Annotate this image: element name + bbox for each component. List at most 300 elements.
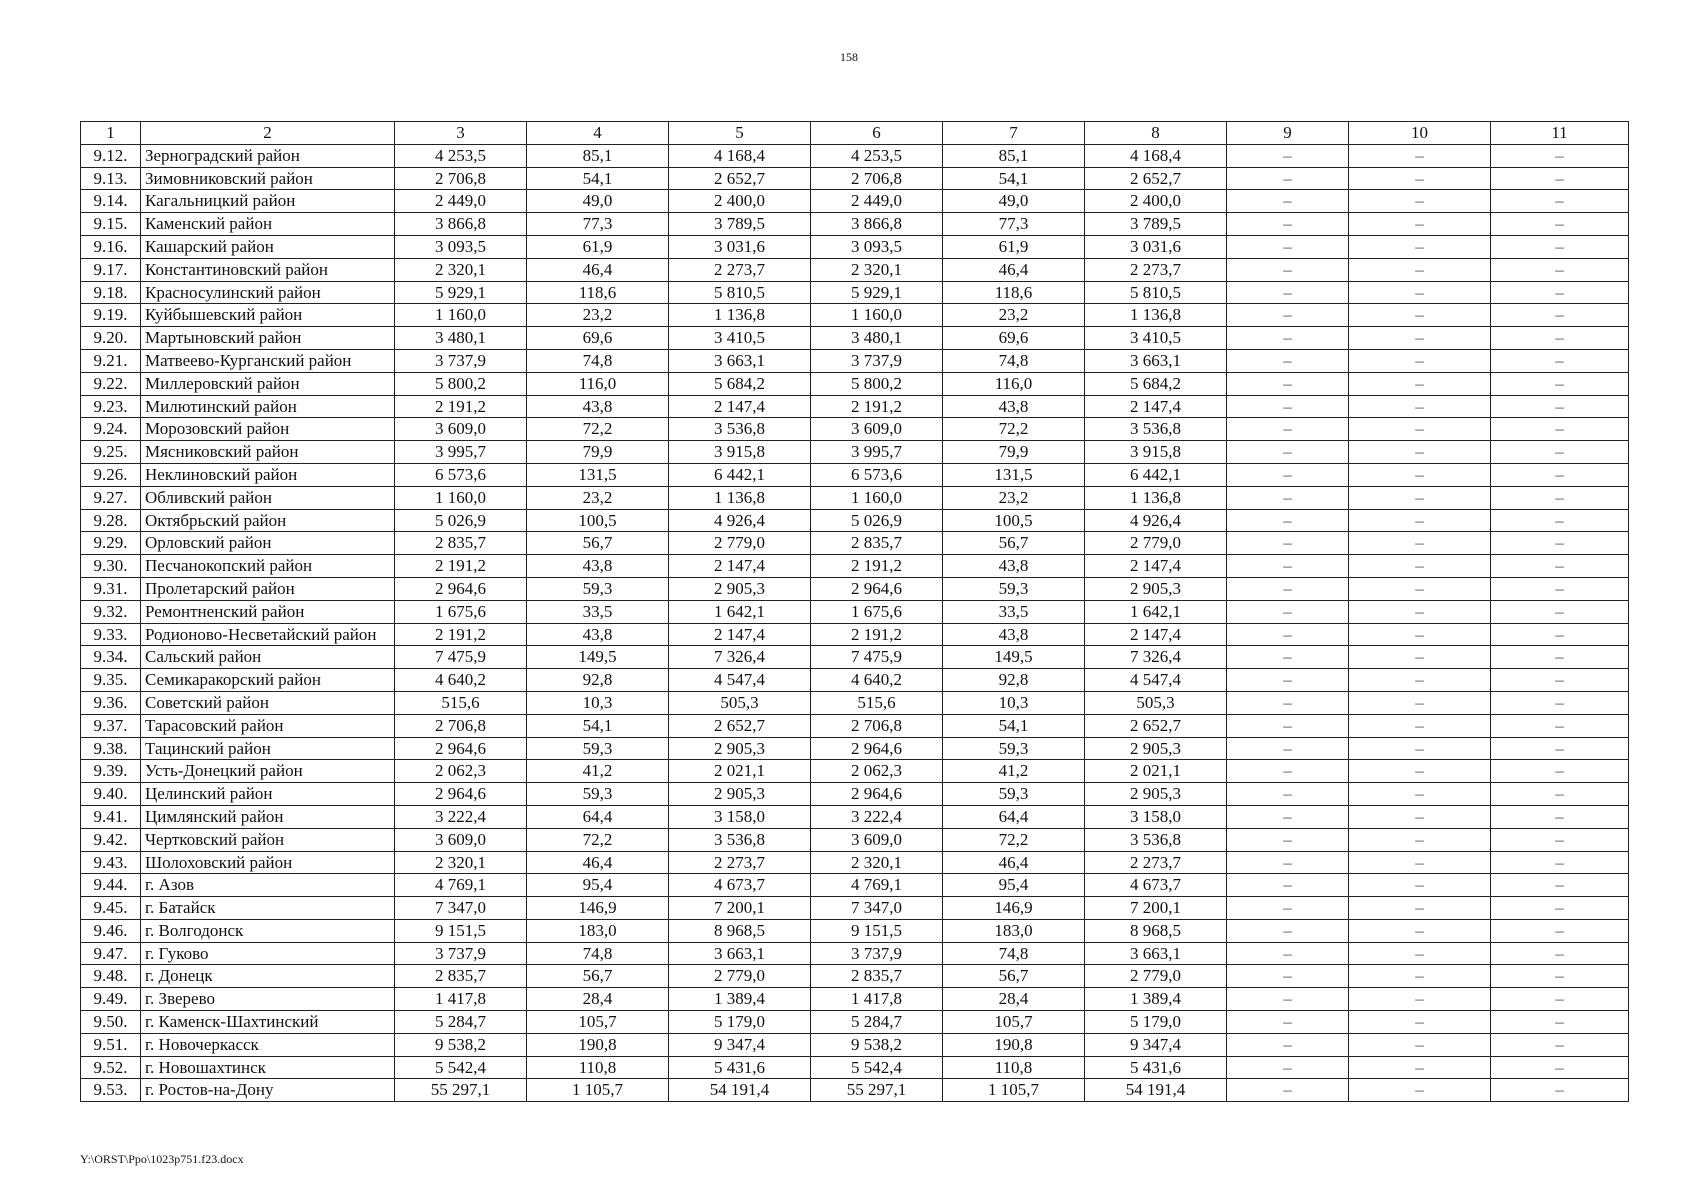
table-cell: 1 136,8 [1085,304,1227,327]
table-cell: 43,8 [527,555,669,578]
table-row [81,327,1629,350]
table-cell: 3 222,4 [811,805,943,828]
table-cell: 2 905,3 [1085,737,1227,760]
table-cell: 1 642,1 [669,600,811,623]
row-number-cell: 9.14. [81,190,141,213]
table-cell: 74,8 [527,942,669,965]
district-name-cell: Орловский район [141,532,395,555]
table-cell: 4 640,2 [811,669,943,692]
row-number-cell: 9.49. [81,988,141,1011]
table-cell: 105,7 [943,1011,1085,1034]
dash-cell: – [1349,988,1491,1011]
table-cell: 2 147,4 [1085,395,1227,418]
table-cell: 2 964,6 [395,783,527,806]
table-cell: 74,8 [527,349,669,372]
page-number: 158 [840,50,858,64]
table-cell: 3 737,9 [395,942,527,965]
table-cell: 2 779,0 [1085,532,1227,555]
table-cell: 5 810,5 [669,281,811,304]
district-name-cell: Кашарский район [141,235,395,258]
table-row [81,555,1629,578]
table-cell: 2 021,1 [1085,760,1227,783]
table-cell: 5 431,6 [1085,1056,1227,1079]
district-name-cell: Милютинский район [141,395,395,418]
column-header: 7 [943,122,1085,145]
column-header: 4 [527,122,669,145]
table-cell: 2 320,1 [395,258,527,281]
table-row [81,395,1629,418]
dash-cell: – [1491,1079,1629,1102]
table-cell: 1 160,0 [395,304,527,327]
dash-cell: – [1349,418,1491,441]
district-name-cell: г. Гуково [141,942,395,965]
dash-cell: – [1227,463,1349,486]
table-cell: 54,1 [943,167,1085,190]
district-name-cell: Матвеево-Курганский район [141,349,395,372]
row-number-cell: 9.48. [81,965,141,988]
dash-cell: – [1227,805,1349,828]
table-cell: 3 093,5 [811,235,943,258]
dash-cell: – [1349,281,1491,304]
table-row [81,372,1629,395]
dash-cell: – [1491,486,1629,509]
dash-cell: – [1349,737,1491,760]
table-cell: 2 835,7 [395,532,527,555]
dash-cell: – [1227,1079,1349,1102]
row-number-cell: 9.17. [81,258,141,281]
table-header-row [81,122,1629,145]
table-cell: 6 442,1 [669,463,811,486]
table-cell: 5 684,2 [1085,372,1227,395]
table-cell: 5 800,2 [395,372,527,395]
table-cell: 59,3 [527,577,669,600]
table-cell: 1 417,8 [811,988,943,1011]
dash-cell: – [1349,897,1491,920]
table-cell: 3 222,4 [395,805,527,828]
table-cell: 95,4 [527,874,669,897]
table-cell: 5 800,2 [811,372,943,395]
table-cell: 2 191,2 [395,395,527,418]
dash-cell: – [1349,919,1491,942]
table-cell: 41,2 [527,760,669,783]
table-cell: 3 737,9 [395,349,527,372]
table-row [81,737,1629,760]
table-cell: 2 779,0 [669,965,811,988]
row-number-cell: 9.41. [81,805,141,828]
table-cell: 43,8 [527,395,669,418]
dash-cell: – [1491,213,1629,236]
dash-cell: – [1349,965,1491,988]
district-name-cell: г. Донецк [141,965,395,988]
table-row [81,509,1629,532]
row-number-cell: 9.53. [81,1079,141,1102]
dash-cell: – [1349,600,1491,623]
table-cell: 4 547,4 [669,669,811,692]
table-row [81,235,1629,258]
table-cell: 72,2 [527,828,669,851]
district-name-cell: г. Новочеркасск [141,1033,395,1056]
table-cell: 3 093,5 [395,235,527,258]
table-cell: 7 475,9 [811,646,943,669]
district-name-cell: Усть-Донецкий район [141,760,395,783]
table-cell: 95,4 [943,874,1085,897]
table-cell: 2 964,6 [395,737,527,760]
dash-cell: – [1491,349,1629,372]
table-cell: 6 442,1 [1085,463,1227,486]
table-cell: 146,9 [943,897,1085,920]
table-cell: 56,7 [943,532,1085,555]
dash-cell: – [1227,555,1349,578]
table-cell: 9 538,2 [811,1033,943,1056]
district-name-cell: Целинский район [141,783,395,806]
table-cell: 131,5 [943,463,1085,486]
dash-cell: – [1227,874,1349,897]
district-name-cell: г. Новошахтинск [141,1056,395,1079]
table-cell: 2 449,0 [395,190,527,213]
table-cell: 54 191,4 [1085,1079,1227,1102]
table-cell: 4 640,2 [395,669,527,692]
table-row [81,1079,1629,1102]
dash-cell: – [1227,965,1349,988]
table-cell: 2 964,6 [811,783,943,806]
dash-cell: – [1227,1056,1349,1079]
dash-cell: – [1227,919,1349,942]
table-cell: 3 663,1 [1085,349,1227,372]
district-name-cell: Семикаракорский район [141,669,395,692]
dash-cell: – [1349,486,1491,509]
dash-cell: – [1349,1079,1491,1102]
dash-cell: – [1227,304,1349,327]
table-cell: 515,6 [395,691,527,714]
table-cell: 2 905,3 [669,737,811,760]
table-row [81,646,1629,669]
row-number-cell: 9.25. [81,441,141,464]
table-cell: 3 663,1 [1085,942,1227,965]
table-cell: 2 273,7 [1085,258,1227,281]
table-cell: 2 191,2 [811,555,943,578]
table-cell: 4 769,1 [811,874,943,897]
row-number-cell: 9.47. [81,942,141,965]
table-cell: 1 675,6 [811,600,943,623]
district-name-cell: г. Азов [141,874,395,897]
table-cell: 92,8 [943,669,1085,692]
column-header: 1 [81,122,141,145]
column-header: 6 [811,122,943,145]
dash-cell: – [1491,555,1629,578]
dash-cell: – [1349,349,1491,372]
table-cell: 1 105,7 [943,1079,1085,1102]
dash-cell: – [1491,942,1629,965]
table-row [81,988,1629,1011]
table-cell: 4 253,5 [811,144,943,167]
table-cell: 49,0 [943,190,1085,213]
table-cell: 3 609,0 [395,418,527,441]
table-cell: 2 273,7 [669,851,811,874]
dash-cell: – [1227,213,1349,236]
dash-cell: – [1227,691,1349,714]
dash-cell: – [1491,258,1629,281]
table-cell: 2 147,4 [669,395,811,418]
row-number-cell: 9.51. [81,1033,141,1056]
table-row [81,213,1629,236]
table-cell: 59,3 [527,783,669,806]
row-number-cell: 9.29. [81,532,141,555]
dash-cell: – [1227,418,1349,441]
row-number-cell: 9.34. [81,646,141,669]
row-number-cell: 9.36. [81,691,141,714]
district-name-cell: г. Батайск [141,897,395,920]
table-cell: 46,4 [943,851,1085,874]
dash-cell: – [1349,532,1491,555]
district-name-cell: г. Ростов-на-Дону [141,1079,395,1102]
dash-cell: – [1491,760,1629,783]
dash-cell: – [1349,714,1491,737]
table-cell: 59,3 [943,737,1085,760]
dash-cell: – [1491,463,1629,486]
table-cell: 77,3 [943,213,1085,236]
row-number-cell: 9.26. [81,463,141,486]
table-cell: 2 905,3 [1085,577,1227,600]
table-cell: 56,7 [527,532,669,555]
table-cell: 3 536,8 [1085,828,1227,851]
table-cell: 56,7 [527,965,669,988]
dash-cell: – [1491,190,1629,213]
table-cell: 5 026,9 [811,509,943,532]
row-number-cell: 9.38. [81,737,141,760]
table-cell: 2 652,7 [669,167,811,190]
dash-cell: – [1227,441,1349,464]
table-cell: 2 147,4 [1085,555,1227,578]
dash-cell: – [1349,395,1491,418]
district-name-cell: Шолоховский район [141,851,395,874]
table-cell: 3 737,9 [811,942,943,965]
row-number-cell: 9.12. [81,144,141,167]
table-cell: 4 926,4 [669,509,811,532]
table-cell: 3 158,0 [669,805,811,828]
row-number-cell: 9.13. [81,167,141,190]
row-number-cell: 9.20. [81,327,141,350]
table-cell: 146,9 [527,897,669,920]
table-cell: 2 147,4 [669,555,811,578]
table-cell: 1 160,0 [395,486,527,509]
table-cell: 190,8 [943,1033,1085,1056]
table-cell: 7 326,4 [1085,646,1227,669]
row-number-cell: 9.24. [81,418,141,441]
table-row [81,258,1629,281]
district-name-cell: Цимлянский район [141,805,395,828]
table-cell: 54 191,4 [669,1079,811,1102]
dash-cell: – [1349,691,1491,714]
table-row [81,874,1629,897]
row-number-cell: 9.32. [81,600,141,623]
dash-cell: – [1491,395,1629,418]
table-cell: 2 779,0 [1085,965,1227,988]
row-number-cell: 9.50. [81,1011,141,1034]
dash-cell: – [1349,669,1491,692]
dash-cell: – [1491,1056,1629,1079]
table-cell: 118,6 [943,281,1085,304]
table-cell: 7 347,0 [811,897,943,920]
table-cell: 2 400,0 [669,190,811,213]
dash-cell: – [1349,372,1491,395]
table-cell: 3 866,8 [395,213,527,236]
dash-cell: – [1349,828,1491,851]
dash-cell: – [1491,509,1629,532]
dash-cell: – [1349,441,1491,464]
dash-cell: – [1227,828,1349,851]
dash-cell: – [1491,577,1629,600]
table-row [81,1011,1629,1034]
table-cell: 10,3 [527,691,669,714]
table-cell: 3 410,5 [669,327,811,350]
table-cell: 28,4 [943,988,1085,1011]
table-cell: 64,4 [527,805,669,828]
column-header: 10 [1349,122,1491,145]
dash-cell: – [1227,646,1349,669]
dash-cell: – [1491,805,1629,828]
column-header: 11 [1491,122,1629,145]
table-cell: 85,1 [527,144,669,167]
table-cell: 4 547,4 [1085,669,1227,692]
table-cell: 33,5 [943,600,1085,623]
table-cell: 55 297,1 [395,1079,527,1102]
table-cell: 10,3 [943,691,1085,714]
table-cell: 4 926,4 [1085,509,1227,532]
table-cell: 3 663,1 [669,942,811,965]
table-cell: 33,5 [527,600,669,623]
dash-cell: – [1491,167,1629,190]
table-row [81,463,1629,486]
dash-cell: – [1349,555,1491,578]
table-cell: 1 136,8 [669,304,811,327]
table-cell: 116,0 [943,372,1085,395]
table-cell: 4 673,7 [669,874,811,897]
table-cell: 56,7 [943,965,1085,988]
table-cell: 9 151,5 [811,919,943,942]
dash-cell: – [1491,851,1629,874]
table-cell: 2 191,2 [811,395,943,418]
table-cell: 2 905,3 [669,783,811,806]
table-cell: 4 168,4 [1085,144,1227,167]
table-row [81,783,1629,806]
table-cell: 46,4 [527,258,669,281]
district-name-cell: Красносулинский район [141,281,395,304]
dash-cell: – [1227,737,1349,760]
table-cell: 2 400,0 [1085,190,1227,213]
table-cell: 3 158,0 [1085,805,1227,828]
table-cell: 79,9 [527,441,669,464]
table-cell: 3 609,0 [395,828,527,851]
table-cell: 5 542,4 [811,1056,943,1079]
table-cell: 2 706,8 [395,714,527,737]
table-cell: 5 179,0 [1085,1011,1227,1034]
table-cell: 2 191,2 [395,555,527,578]
district-name-cell: Морозовский район [141,418,395,441]
table-cell: 85,1 [943,144,1085,167]
dash-cell: – [1227,372,1349,395]
table-row [81,600,1629,623]
row-number-cell: 9.43. [81,851,141,874]
table-cell: 5 929,1 [395,281,527,304]
table-cell: 3 031,6 [1085,235,1227,258]
table-row [81,418,1629,441]
row-number-cell: 9.45. [81,897,141,920]
table-cell: 3 995,7 [395,441,527,464]
table-cell: 1 160,0 [811,486,943,509]
dash-cell: – [1349,942,1491,965]
table-cell: 4 253,5 [395,144,527,167]
dash-cell: – [1491,623,1629,646]
table-row [81,669,1629,692]
table-cell: 5 284,7 [811,1011,943,1034]
table-cell: 1 417,8 [395,988,527,1011]
table-cell: 55 297,1 [811,1079,943,1102]
dash-cell: – [1227,669,1349,692]
district-name-cell: Мартыновский район [141,327,395,350]
table-cell: 5 431,6 [669,1056,811,1079]
table-cell: 59,3 [527,737,669,760]
table-cell: 23,2 [527,486,669,509]
table-row [81,304,1629,327]
table-row [81,897,1629,920]
dash-cell: – [1227,486,1349,509]
dash-cell: – [1227,851,1349,874]
district-name-cell: Сальский район [141,646,395,669]
table-cell: 69,6 [527,327,669,350]
table-cell: 72,2 [527,418,669,441]
table-cell: 9 347,4 [669,1033,811,1056]
district-name-cell: г. Каменск-Шахтинский [141,1011,395,1034]
column-header: 3 [395,122,527,145]
table-cell: 131,5 [527,463,669,486]
dash-cell: – [1349,235,1491,258]
column-header: 8 [1085,122,1227,145]
dash-cell: – [1227,577,1349,600]
table-cell: 64,4 [943,805,1085,828]
table-row [81,760,1629,783]
table-cell: 4 168,4 [669,144,811,167]
table-cell: 2 835,7 [811,965,943,988]
dash-cell: – [1349,327,1491,350]
dash-cell: – [1349,874,1491,897]
column-header: 9 [1227,122,1349,145]
table-cell: 7 200,1 [1085,897,1227,920]
dash-cell: – [1349,1056,1491,1079]
dash-cell: – [1491,327,1629,350]
table-cell: 3 410,5 [1085,327,1227,350]
dash-cell: – [1349,1011,1491,1034]
table-cell: 183,0 [943,919,1085,942]
table-cell: 59,3 [943,577,1085,600]
table-cell: 3 536,8 [669,828,811,851]
table-cell: 3 789,5 [669,213,811,236]
table-cell: 54,1 [943,714,1085,737]
dash-cell: – [1227,144,1349,167]
table-cell: 1 136,8 [1085,486,1227,509]
table-cell: 3 480,1 [395,327,527,350]
district-name-cell: Кагальницкий район [141,190,395,213]
table-cell: 100,5 [943,509,1085,532]
table-cell: 105,7 [527,1011,669,1034]
table-cell: 61,9 [943,235,1085,258]
table-cell: 28,4 [527,988,669,1011]
table-row [81,532,1629,555]
row-number-cell: 9.21. [81,349,141,372]
table-row [81,623,1629,646]
dash-cell: – [1491,714,1629,737]
dash-cell: – [1491,737,1629,760]
table-row [81,714,1629,737]
